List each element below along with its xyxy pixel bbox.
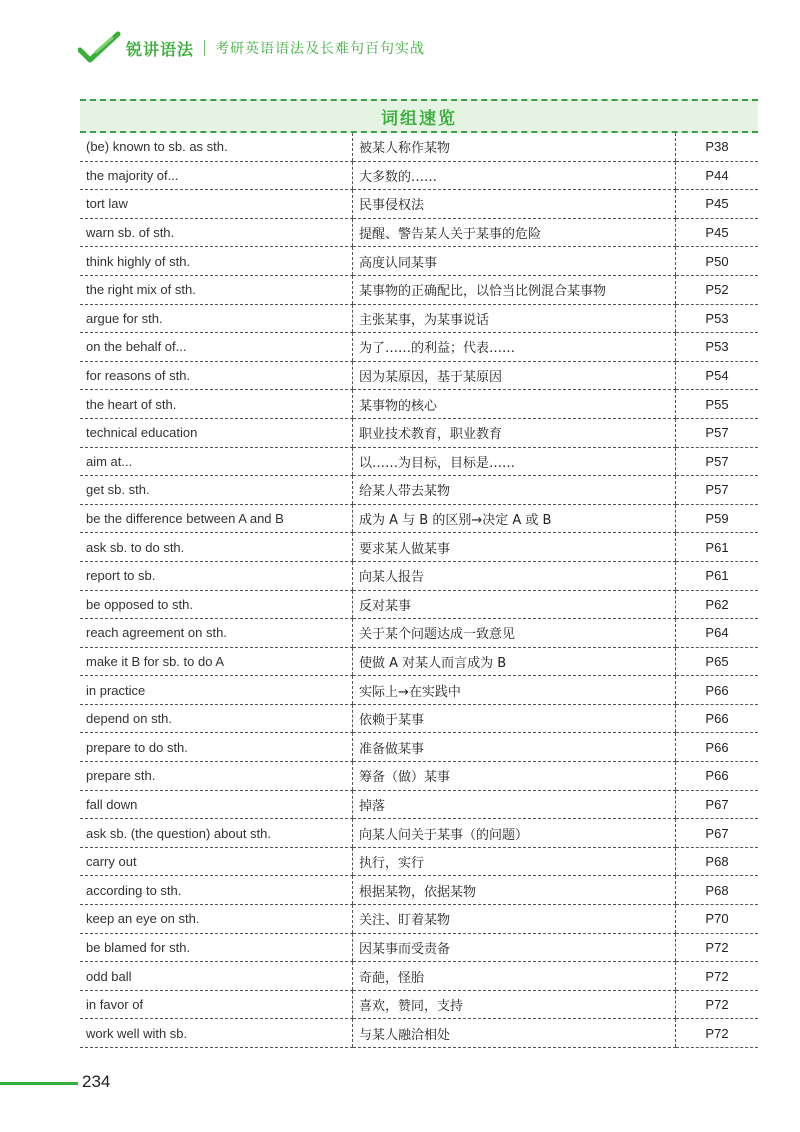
page-ref-cell: P45	[676, 218, 759, 247]
meaning-cell: 被某人称作某物	[353, 133, 676, 161]
meaning-cell: 实际上→在实践中	[353, 676, 676, 705]
phrase-cell: reach agreement on sth.	[80, 619, 353, 648]
footer-accent-line	[0, 1082, 78, 1085]
meaning-cell: 喜欢，赞同，支持	[353, 990, 676, 1019]
table-row	[80, 133, 758, 161]
page-ref-cell: P52	[676, 275, 759, 304]
page-ref-cell: P38	[676, 133, 759, 161]
meaning-cell: 与某人融洽相处	[353, 1019, 676, 1048]
meaning-cell: 因某事而受责备	[353, 933, 676, 962]
meaning-cell: 筹备（做）某事	[353, 762, 676, 791]
page-ref-cell: P57	[676, 447, 759, 476]
brand-name: 锐讲语法	[126, 39, 195, 59]
table-row	[80, 275, 758, 304]
page-ref-cell: P68	[676, 847, 759, 876]
phrase-cell: ask sb. (the question) about sth.	[80, 819, 353, 848]
table-row	[80, 247, 758, 276]
page-ref-cell: P72	[676, 962, 759, 991]
page-ref-cell: P44	[676, 161, 759, 190]
table-row	[80, 990, 758, 1019]
phrase-cell: make it B for sb. to do A	[80, 647, 353, 676]
phrase-cell: argue for sth.	[80, 304, 353, 333]
page-ref-cell: P66	[676, 704, 759, 733]
meaning-cell: 某事物的正确配比，以恰当比例混合某事物	[353, 275, 676, 304]
page-ref-cell: P62	[676, 590, 759, 619]
meaning-cell: 主张某事，为某事说话	[353, 304, 676, 333]
meaning-cell: 准备做某事	[353, 733, 676, 762]
phrase-cell: on the behalf of...	[80, 333, 353, 362]
pen-check-logo-icon	[78, 30, 122, 66]
meaning-cell: 因为某原因，基于某原因	[353, 361, 676, 390]
meaning-cell: 某事物的核心	[353, 390, 676, 419]
meaning-cell: 民事侵权法	[353, 190, 676, 219]
table-row	[80, 304, 758, 333]
page-ref-cell: P66	[676, 733, 759, 762]
meaning-cell: 使做 A 对某人而言成为 B	[353, 647, 676, 676]
table-row	[80, 218, 758, 247]
meaning-cell: 向某人报告	[353, 561, 676, 590]
page-ref-cell: P55	[676, 390, 759, 419]
meaning-cell: 反对某事	[353, 590, 676, 619]
page-ref-cell: P66	[676, 676, 759, 705]
phrase-cell: warn sb. of sth.	[80, 218, 353, 247]
table-row	[80, 819, 758, 848]
page-ref-cell: P72	[676, 933, 759, 962]
table-row	[80, 676, 758, 705]
phrase-cell: carry out	[80, 847, 353, 876]
phrase-cell: fall down	[80, 790, 353, 819]
header-divider	[204, 40, 205, 56]
phrase-table	[80, 133, 758, 1048]
phrase-cell: prepare to do sth.	[80, 733, 353, 762]
table-row	[80, 161, 758, 190]
phrase-cell: tort law	[80, 190, 353, 219]
phrase-cell: keep an eye on sth.	[80, 905, 353, 934]
meaning-cell: 依赖于某事	[353, 704, 676, 733]
table-row	[80, 704, 758, 733]
page-ref-cell: P45	[676, 190, 759, 219]
table-row	[80, 762, 758, 791]
phrase-cell: be opposed to sth.	[80, 590, 353, 619]
page-ref-cell: P66	[676, 762, 759, 791]
phrase-cell: in practice	[80, 676, 353, 705]
page-ref-cell: P67	[676, 819, 759, 848]
meaning-cell: 为了……的利益；代表……	[353, 333, 676, 362]
phrase-cell: the right mix of sth.	[80, 275, 353, 304]
table-row	[80, 447, 758, 476]
phrase-cell: depend on sth.	[80, 704, 353, 733]
page-ref-cell: P53	[676, 304, 759, 333]
page-ref-cell: P57	[676, 476, 759, 505]
page-ref-cell: P61	[676, 561, 759, 590]
page-number: 234	[82, 1072, 111, 1091]
table-row	[80, 733, 758, 762]
phrase-cell: be blamed for sth.	[80, 933, 353, 962]
page-ref-cell: P72	[676, 990, 759, 1019]
page-ref-cell: P65	[676, 647, 759, 676]
phrase-cell: the heart of sth.	[80, 390, 353, 419]
table-row	[80, 504, 758, 533]
meaning-cell: 要求某人做某事	[353, 533, 676, 562]
page-ref-cell: P68	[676, 876, 759, 905]
table-row	[80, 876, 758, 905]
phrase-cell: (be) known to sb. as sth.	[80, 133, 353, 161]
meaning-cell: 成为 A 与 B 的区别→决定 A 或 B	[353, 504, 676, 533]
page-ref-cell: P53	[676, 333, 759, 362]
phrase-cell: be the difference between A and B	[80, 504, 353, 533]
book-subtitle: 考研英语语法及长难句百句实战	[215, 41, 426, 57]
phrase-cell: work well with sb.	[80, 1019, 353, 1048]
table-row	[80, 790, 758, 819]
table-row	[80, 933, 758, 962]
phrase-cell: according to sth.	[80, 876, 353, 905]
page-ref-cell: P59	[676, 504, 759, 533]
page-ref-cell: P70	[676, 905, 759, 934]
table-row	[80, 190, 758, 219]
meaning-cell: 提醒、警告某人关于某事的危险	[353, 218, 676, 247]
table-row	[80, 333, 758, 362]
phrase-cell: think highly of sth.	[80, 247, 353, 276]
phrase-cell: in favor of	[80, 990, 353, 1019]
meaning-cell: 执行，实行	[353, 847, 676, 876]
table-row	[80, 533, 758, 562]
phrase-cell: aim at...	[80, 447, 353, 476]
table-row	[80, 619, 758, 648]
table-row	[80, 561, 758, 590]
meaning-cell: 大多数的……	[353, 161, 676, 190]
phrase-table-container	[80, 99, 758, 1048]
meaning-cell: 根据某物，依据某物	[353, 876, 676, 905]
meaning-cell: 向某人问关于某事（的问题）	[353, 819, 676, 848]
page-header	[78, 28, 425, 68]
table-row	[80, 418, 758, 447]
page-ref-cell: P57	[676, 418, 759, 447]
table-row	[80, 390, 758, 419]
table-row	[80, 361, 758, 390]
page-ref-cell: P54	[676, 361, 759, 390]
meaning-cell: 关注、盯着某物	[353, 905, 676, 934]
meaning-cell: 掉落	[353, 790, 676, 819]
meaning-cell: 职业技术教育，职业教育	[353, 418, 676, 447]
meaning-cell: 高度认同某事	[353, 247, 676, 276]
phrase-cell: prepare sth.	[80, 762, 353, 791]
phrase-cell: ask sb. to do sth.	[80, 533, 353, 562]
phrase-cell: the majority of...	[80, 161, 353, 190]
table-row	[80, 962, 758, 991]
page-ref-cell: P64	[676, 619, 759, 648]
page-ref-cell: P72	[676, 1019, 759, 1048]
table-row	[80, 590, 758, 619]
phrase-cell: get sb. sth.	[80, 476, 353, 505]
meaning-cell: 关于某个问题达成一致意见	[353, 619, 676, 648]
table-row	[80, 847, 758, 876]
meaning-cell: 给某人带去某物	[353, 476, 676, 505]
table-row	[80, 905, 758, 934]
meaning-cell: 以……为目标，目标是……	[353, 447, 676, 476]
phrase-cell: for reasons of sth.	[80, 361, 353, 390]
table-row	[80, 1019, 758, 1048]
table-row	[80, 647, 758, 676]
meaning-cell: 奇葩，怪胎	[353, 962, 676, 991]
phrase-cell: technical education	[80, 418, 353, 447]
table-row	[80, 476, 758, 505]
phrase-cell: report to sb.	[80, 561, 353, 590]
phrase-cell: odd ball	[80, 962, 353, 991]
page-ref-cell: P50	[676, 247, 759, 276]
page-ref-cell: P67	[676, 790, 759, 819]
table-title: 词组速览	[80, 99, 758, 133]
page-ref-cell: P61	[676, 533, 759, 562]
